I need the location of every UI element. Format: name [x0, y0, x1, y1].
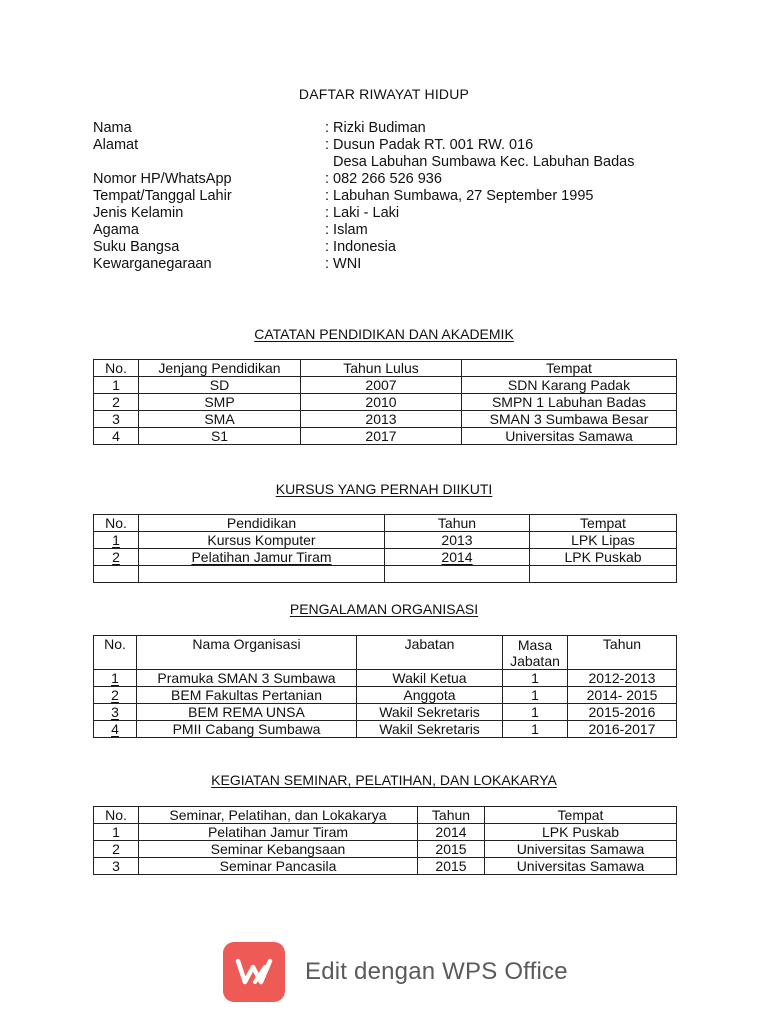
table-cell: 1	[503, 687, 568, 704]
table-row	[94, 411, 677, 428]
table-cell: 4	[94, 721, 137, 738]
table-cell: 1	[94, 670, 137, 687]
biodata-row	[93, 222, 635, 239]
wps-edit-banner[interactable]	[223, 941, 568, 1003]
table-row	[94, 841, 677, 858]
table-header-row	[94, 636, 677, 670]
section-heading-text: CATATAN PENDIDIKAN DAN AKADEMIK	[254, 326, 514, 342]
table-cell: S1	[139, 428, 301, 445]
table-cell: SMPN 1 Labuhan Badas	[462, 394, 677, 411]
table-cell: Seminar Kebangsaan	[139, 841, 418, 858]
wps-edit-link[interactable]: Edit dengan WPS Office	[305, 958, 568, 985]
table-cell: 1	[503, 721, 568, 738]
table-cell	[385, 566, 530, 583]
biodata-label: Suku Bangsa	[93, 239, 180, 255]
table-row	[94, 670, 677, 687]
biodata-label: Nomor HP/WhatsApp	[93, 171, 232, 187]
table-header-cell: Jabatan	[357, 636, 503, 670]
table-header-cell: Tahun	[568, 636, 677, 670]
biodata-label: Nama	[93, 120, 132, 136]
table-header-cell: Tempat	[485, 807, 677, 824]
table-cell: BEM REMA UNSA	[137, 704, 357, 721]
biodata-value: : Laki - Laki	[325, 205, 400, 221]
table-row	[94, 704, 677, 721]
table-header-cell: No.	[94, 807, 139, 824]
table-cell: Universitas Samawa	[485, 841, 677, 858]
table-row	[94, 721, 677, 738]
table-cell: 2015	[418, 858, 485, 875]
biodata-value: : Indonesia	[325, 239, 396, 255]
table-cell: Kursus Komputer	[139, 532, 385, 549]
section-heading-kursus	[0, 481, 768, 497]
biodata-row	[93, 256, 635, 273]
courses-table	[93, 514, 677, 583]
table-cell: LPK Puskab	[530, 549, 677, 566]
section-heading-text: PENGALAMAN ORGANISASI	[289, 601, 479, 617]
table-header-cell: Seminar, Pelatihan, dan Lokakarya	[139, 807, 418, 824]
table-row	[94, 377, 677, 394]
education-table	[93, 359, 677, 445]
table-header-cell: No.	[94, 515, 139, 532]
table-cell: Universitas Samawa	[462, 428, 677, 445]
section-heading-text: KEGIATAN SEMINAR, PELATIHAN, DAN LOKAKARYA	[211, 772, 557, 788]
table-header-cell: Tempat	[530, 515, 677, 532]
table-cell: Wakil Ketua	[357, 670, 503, 687]
table-row	[94, 532, 677, 549]
table-header-row	[94, 515, 677, 532]
table-cell	[139, 566, 385, 583]
table-cell: 2014	[385, 549, 530, 566]
table-cell: Pelatihan Jamur Tiram	[139, 824, 418, 841]
table-row	[94, 549, 677, 566]
biodata-value: : Islam	[325, 222, 368, 238]
biodata-value: : 082 266 526 936	[325, 171, 442, 187]
table-cell: 2	[94, 549, 139, 566]
table-cell: 1	[503, 670, 568, 687]
table-cell: 1	[94, 377, 139, 394]
table-cell: 2014	[418, 824, 485, 841]
table-cell: SMAN 3 Sumbawa Besar	[462, 411, 677, 428]
table-header-cell: Masa Jabatan	[503, 636, 568, 670]
biodata-label: Jenis Kelamin	[93, 205, 184, 221]
table-cell: 2012-2013	[568, 670, 677, 687]
wps-logo-icon[interactable]	[223, 942, 285, 1002]
table-cell: SMA	[139, 411, 301, 428]
section-heading-text: KURSUS YANG PERNAH DIIKUTI	[275, 481, 493, 497]
section-heading-pendidikan	[0, 326, 768, 342]
table-cell: 2017	[301, 428, 462, 445]
biodata-row	[93, 120, 635, 137]
table-cell: Anggota	[357, 687, 503, 704]
table-header-cell: Tahun	[385, 515, 530, 532]
table-cell: SD	[139, 377, 301, 394]
biodata-continuation	[93, 154, 635, 171]
biodata-row	[93, 188, 635, 205]
table-cell: Pramuka SMAN 3 Sumbawa	[137, 670, 357, 687]
table-cell: Universitas Samawa	[485, 858, 677, 875]
document-title: DAFTAR RIWAYAT HIDUP	[298, 86, 470, 102]
seminar-table	[93, 806, 677, 875]
organization-table	[93, 635, 677, 738]
biodata-block	[93, 120, 635, 273]
table-cell: SDN Karang Padak	[462, 377, 677, 394]
biodata-value: : Rizki Budiman	[325, 120, 426, 136]
table-header-cell: Tempat	[462, 360, 677, 377]
table-cell: 1	[94, 532, 139, 549]
table-cell: 2	[94, 394, 139, 411]
table-cell	[530, 566, 677, 583]
table-cell: 2007	[301, 377, 462, 394]
table-cell: 3	[94, 858, 139, 875]
table-cell: SMP	[139, 394, 301, 411]
table-cell: 2014- 2015	[568, 687, 677, 704]
table-row	[94, 394, 677, 411]
table-cell: 4	[94, 428, 139, 445]
table-header-cell: Jenjang Pendidikan	[139, 360, 301, 377]
table-header-row	[94, 807, 677, 824]
biodata-value: Desa Labuhan Sumbawa Kec. Labuhan Badas	[333, 154, 635, 170]
table-cell: 1	[94, 824, 139, 841]
table-header-row	[94, 360, 677, 377]
table-header-cell: Tahun Lulus	[301, 360, 462, 377]
table-cell: 2013	[385, 532, 530, 549]
biodata-label: Kewarganegaraan	[93, 256, 212, 272]
biodata-value: : Labuhan Sumbawa, 27 September 1995	[325, 188, 594, 204]
table-row	[94, 858, 677, 875]
table-cell: PMII Cabang Sumbawa	[137, 721, 357, 738]
table-header-cell: Pendidikan	[139, 515, 385, 532]
biodata-label: Agama	[93, 222, 139, 238]
table-row	[94, 566, 677, 583]
table-cell: 2	[94, 841, 139, 858]
table-cell: 2016-2017	[568, 721, 677, 738]
table-row	[94, 824, 677, 841]
table-cell: LPK Puskab	[485, 824, 677, 841]
table-cell: 2013	[301, 411, 462, 428]
biodata-row	[93, 137, 635, 154]
table-header-cell: Nama Organisasi	[137, 636, 357, 670]
biodata-label: Tempat/Tanggal Lahir	[93, 188, 232, 204]
table-cell: LPK Lipas	[530, 532, 677, 549]
section-heading-organisasi	[0, 601, 768, 617]
biodata-row	[93, 171, 635, 188]
table-cell: Wakil Sekretaris	[357, 704, 503, 721]
table-cell: BEM Fakultas Pertanian	[137, 687, 357, 704]
biodata-value: : Dusun Padak RT. 001 RW. 016	[325, 137, 534, 153]
table-row	[94, 687, 677, 704]
table-cell: 2	[94, 687, 137, 704]
biodata-row	[93, 239, 635, 256]
table-cell: 1	[503, 704, 568, 721]
table-cell	[94, 566, 139, 583]
table-header-cell: No.	[94, 636, 137, 670]
table-cell: 2015-2016	[568, 704, 677, 721]
biodata-label: Alamat	[93, 137, 139, 153]
table-cell: 3	[94, 411, 139, 428]
biodata-value: : WNI	[325, 256, 362, 272]
table-cell: 2010	[301, 394, 462, 411]
table-cell: Pelatihan Jamur Tiram	[139, 549, 385, 566]
table-cell: Wakil Sekretaris	[357, 721, 503, 738]
table-cell: Seminar Pancasila	[139, 858, 418, 875]
table-header-cell: Tahun	[418, 807, 485, 824]
section-heading-seminar	[0, 772, 768, 788]
table-cell: 2015	[418, 841, 485, 858]
biodata-row	[93, 205, 635, 222]
table-cell: 3	[94, 704, 137, 721]
table-row	[94, 428, 677, 445]
table-header-cell: No.	[94, 360, 139, 377]
